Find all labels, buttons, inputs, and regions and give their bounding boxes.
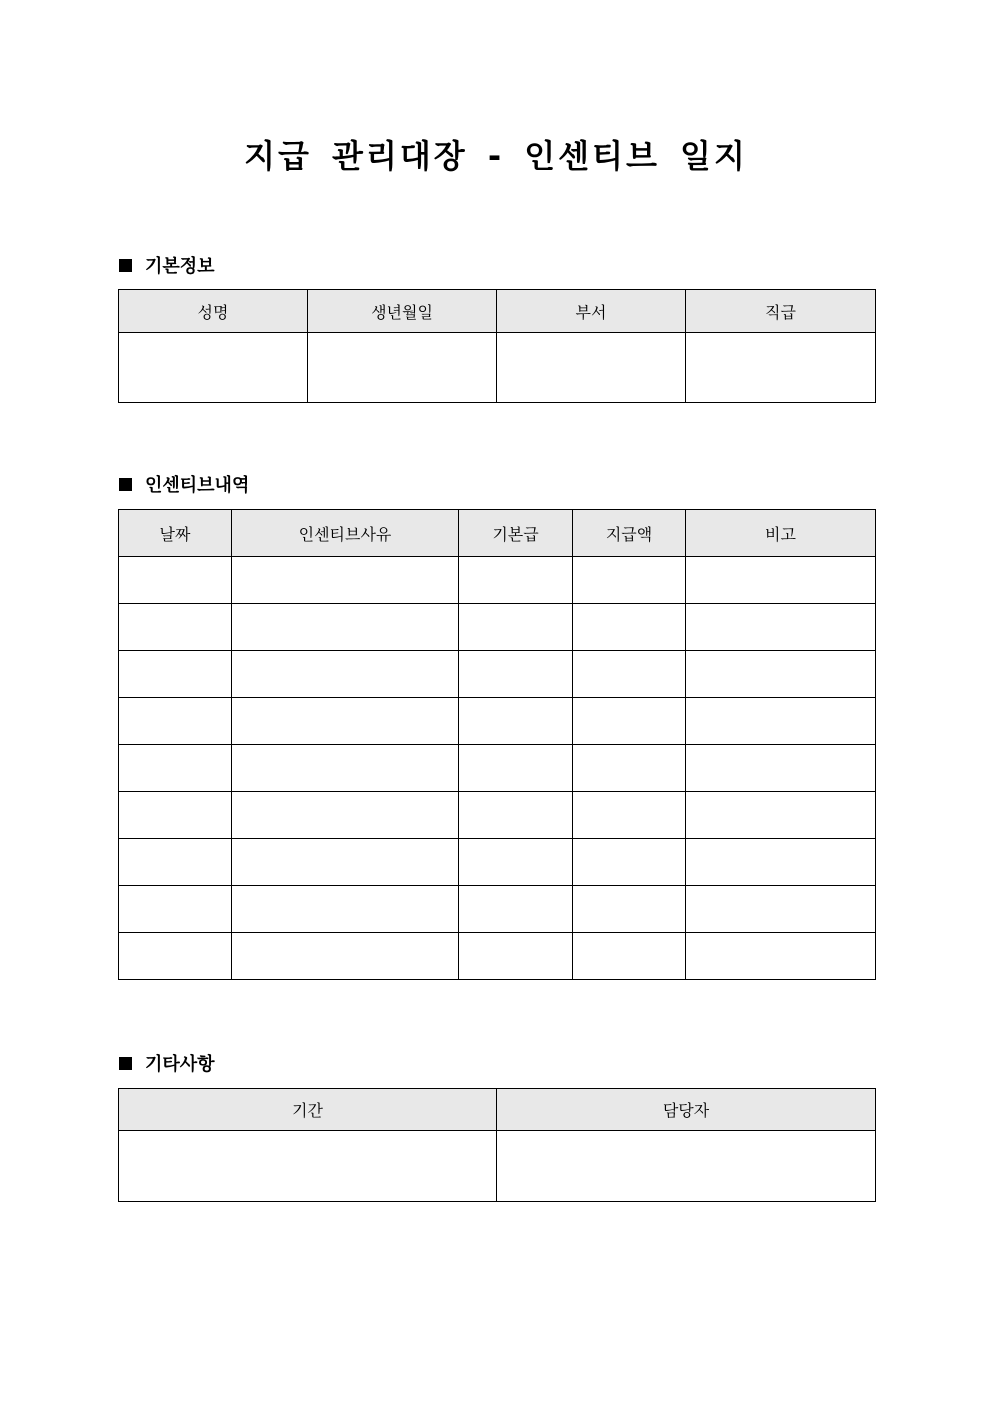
section-heading-incentive	[119, 471, 249, 497]
remarks-cell[interactable]	[686, 886, 876, 933]
payment-cell[interactable]	[573, 792, 686, 839]
reason-cell[interactable]	[232, 557, 459, 604]
base-salary-cell[interactable]	[459, 651, 573, 698]
base-salary-cell[interactable]	[459, 933, 573, 980]
base-salary-cell[interactable]	[459, 886, 573, 933]
page-title: 지급 관리대장 - 인센티브 일지	[244, 137, 748, 175]
column-header-department: 부서	[497, 290, 686, 333]
payment-cell[interactable]	[573, 604, 686, 651]
column-header-reason: 인센티브사유	[232, 510, 459, 557]
remarks-cell[interactable]	[686, 604, 876, 651]
payment-cell[interactable]	[573, 698, 686, 745]
incentive-table	[118, 509, 876, 980]
column-header-name: 성명	[119, 290, 308, 333]
section-heading-etc	[119, 1050, 215, 1076]
base-salary-cell[interactable]	[459, 745, 573, 792]
section-heading-label: 기본정보	[145, 256, 215, 277]
date-cell[interactable]	[119, 792, 232, 839]
square-bullet-icon	[119, 1057, 132, 1070]
date-cell[interactable]	[119, 698, 232, 745]
date-cell[interactable]	[119, 604, 232, 651]
date-cell[interactable]	[119, 557, 232, 604]
name-cell[interactable]	[119, 333, 308, 403]
remarks-cell[interactable]	[686, 651, 876, 698]
remarks-cell[interactable]	[686, 792, 876, 839]
section-heading-label: 기타사항	[145, 1054, 215, 1075]
table-row	[119, 698, 876, 745]
date-cell[interactable]	[119, 886, 232, 933]
remarks-cell[interactable]	[686, 933, 876, 980]
column-header-period: 기간	[119, 1089, 497, 1131]
birthdate-cell[interactable]	[308, 333, 497, 403]
column-header-date: 날짜	[119, 510, 232, 557]
column-header-payment: 지급액	[573, 510, 686, 557]
reason-cell[interactable]	[232, 604, 459, 651]
column-header-remarks: 비고	[686, 510, 876, 557]
table-row	[119, 933, 876, 980]
period-cell[interactable]	[119, 1131, 497, 1202]
table-row	[119, 1131, 876, 1202]
base-salary-cell[interactable]	[459, 792, 573, 839]
table-header-row	[119, 1089, 876, 1131]
column-header-position: 직급	[686, 290, 876, 333]
payment-cell[interactable]	[573, 839, 686, 886]
base-salary-cell[interactable]	[459, 557, 573, 604]
remarks-cell[interactable]	[686, 745, 876, 792]
column-header-birthdate: 생년월일	[308, 290, 497, 333]
base-salary-cell[interactable]	[459, 604, 573, 651]
reason-cell[interactable]	[232, 839, 459, 886]
payment-cell[interactable]	[573, 886, 686, 933]
position-cell[interactable]	[686, 333, 876, 403]
table-row	[119, 333, 876, 403]
section-heading-basic-info	[119, 252, 215, 278]
square-bullet-icon	[119, 478, 132, 491]
reason-cell[interactable]	[232, 933, 459, 980]
remarks-cell[interactable]	[686, 839, 876, 886]
payment-cell[interactable]	[573, 651, 686, 698]
reason-cell[interactable]	[232, 698, 459, 745]
section-heading-label: 인센티브내역	[145, 475, 250, 496]
table-row	[119, 792, 876, 839]
table-row	[119, 557, 876, 604]
date-cell[interactable]	[119, 933, 232, 980]
manager-cell[interactable]	[497, 1131, 876, 1202]
table-header-row	[119, 290, 876, 333]
table-row	[119, 604, 876, 651]
column-header-manager: 담당자	[497, 1089, 876, 1131]
table-row	[119, 745, 876, 792]
date-cell[interactable]	[119, 745, 232, 792]
square-bullet-icon	[119, 259, 132, 272]
table-header-row	[119, 510, 876, 557]
date-cell[interactable]	[119, 839, 232, 886]
base-salary-cell[interactable]	[459, 698, 573, 745]
reason-cell[interactable]	[232, 651, 459, 698]
remarks-cell[interactable]	[686, 557, 876, 604]
base-salary-cell[interactable]	[459, 839, 573, 886]
payment-cell[interactable]	[573, 557, 686, 604]
payment-cell[interactable]	[573, 933, 686, 980]
table-row	[119, 651, 876, 698]
table-row	[119, 886, 876, 933]
payment-cell[interactable]	[573, 745, 686, 792]
basic-info-table	[118, 289, 876, 403]
department-cell[interactable]	[497, 333, 686, 403]
reason-cell[interactable]	[232, 745, 459, 792]
reason-cell[interactable]	[232, 886, 459, 933]
reason-cell[interactable]	[232, 792, 459, 839]
remarks-cell[interactable]	[686, 698, 876, 745]
column-header-base-salary: 기본급	[459, 510, 573, 557]
date-cell[interactable]	[119, 651, 232, 698]
table-row	[119, 839, 876, 886]
etc-table	[118, 1088, 876, 1202]
